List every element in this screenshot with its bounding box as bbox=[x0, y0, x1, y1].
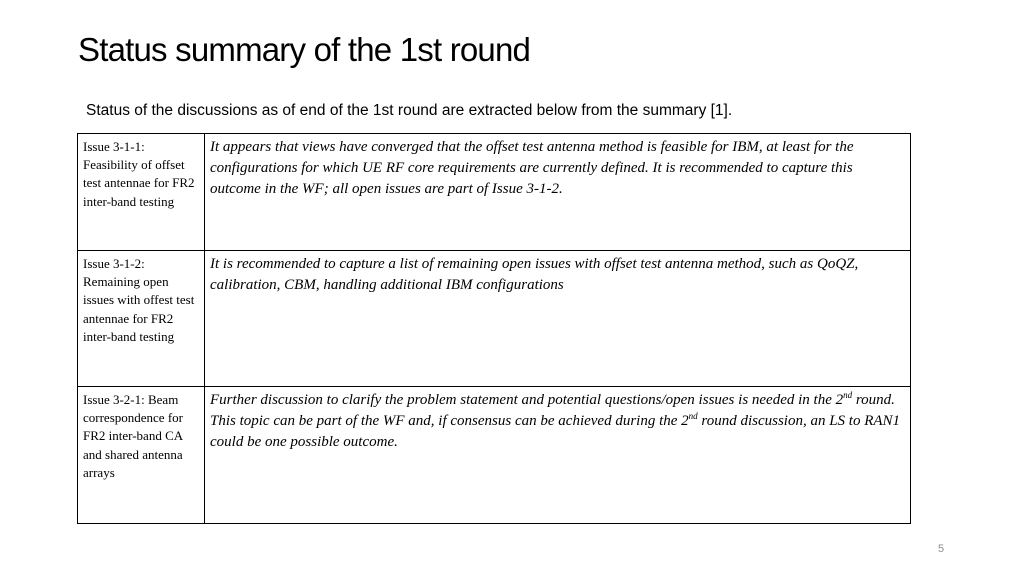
description-cell: It appears that views have converged that the offset test antenna method is feasible for IBM, at least for the configurations for which UE RF core requirements are currently defined. It is recommended to capture this outcome in the WF; all open issues are part of Issue 3-1-2. bbox=[205, 134, 911, 251]
issue-cell: Issue 3-1-2: Remaining open issues with offest test antennae for FR2 inter-band testing bbox=[78, 251, 205, 387]
ordinal-superscript: nd bbox=[843, 390, 853, 400]
description-text: Further discussion to clarify the problem statement and potential questions/open issues is needed in the 2 bbox=[210, 392, 844, 408]
page-number: 5 bbox=[938, 543, 945, 555]
table-row bbox=[78, 134, 911, 251]
page-title: Status summary of the 1st round bbox=[78, 31, 531, 68]
issue-cell: Issue 3-2-1: Beam correspondence for FR2 inter-band CA and shared antenna arrays bbox=[78, 387, 205, 524]
issue-cell: Issue 3-1-1: Feasibility of offset test antennae for FR2 inter-band testing bbox=[78, 134, 205, 251]
description-cell bbox=[205, 387, 911, 524]
table-row bbox=[78, 251, 911, 387]
subtitle: Status of the discussions as of end of the 1st round are extracted below from the summary [1]. bbox=[86, 102, 733, 119]
ordinal-superscript: nd bbox=[688, 410, 698, 421]
description-cell: It is recommended to capture a list of remaining open issues with offset test antenna method, such as QoQZ, calibration, CBM, handling additional IBM configurations bbox=[205, 251, 911, 387]
table-row bbox=[78, 387, 911, 524]
description-text: round. This topic can be part of the WF and, if consensus can be achieved during the 2 bbox=[210, 392, 895, 429]
description-text: round discussion, an LS to RAN1 could be one possible outcome. bbox=[210, 412, 901, 450]
status-summary-table bbox=[77, 133, 911, 524]
